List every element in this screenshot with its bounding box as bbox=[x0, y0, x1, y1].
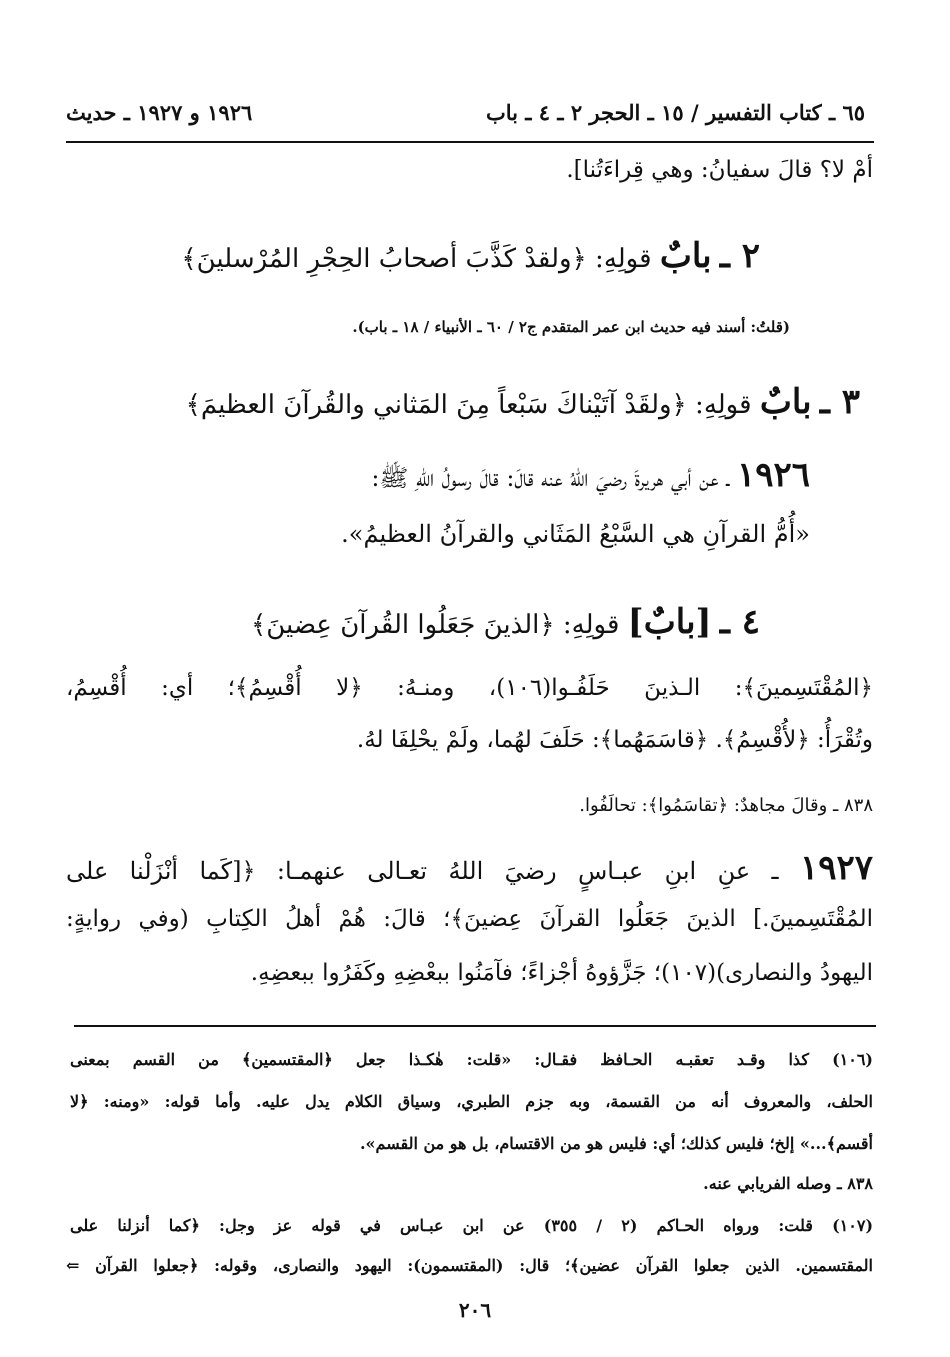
hadith-1927-text: ـ عنِ ابنِ عبـاسٍ رضيَ اللهُ تعـالى عنهمـا: ﴿[كَما أنْزَلْنا على bbox=[66, 857, 779, 885]
page-number: ٢٠٦ bbox=[458, 1298, 492, 1322]
footnote-107-line1: (١٠٧) قلت: ورواه الحـاكم (٢ / ٣٥٥) عن ابن عبـاس في قوله عز وجل: ﴿كما أنزلنا على bbox=[70, 1216, 874, 1235]
footnote-106-line1: (١٠٦) كذا وقـد تعقبـه الحـافظ فقـال: «قلت: هٰكـذا جعل ﴿المقتسمين﴾ من القسم بمعنى bbox=[70, 1050, 873, 1069]
bab-4-word: [بابٌ] bbox=[627, 602, 712, 642]
bab-2-number: ٢ ـ bbox=[719, 236, 760, 276]
bab-2-text: قولِهِ: ﴿ولقدْ كَذَّبَ أصحابُ الحِجْرِ المُرْسلينَ﴾ bbox=[181, 244, 652, 274]
hadith-1927-number: ١٩٢٧ bbox=[799, 848, 873, 888]
bab-3-word: بابٌ bbox=[759, 382, 812, 422]
bab-3-number: ٣ ـ bbox=[819, 382, 860, 422]
hadith-1926-text: ـ عن أبي هريرةَ رضيَ اللهُ عنه قالَ: قالَ رسولُ اللهِ ﷺ: bbox=[371, 464, 730, 492]
hadith-1927-line3: اليهودُ والنصارى)(١٠٧)؛ جَزَّؤوهُ أجْزاءً؛ فآمَنُوا ببعْضِهِ وكَفَرُوا ببعضِهِ. bbox=[250, 960, 873, 986]
footnote-107-line2: المقتسمين. الذين جعلوا القرآن عضين﴾؛ قال: (المقتسمون): اليهود والنصارى، وقوله: ﴿جعلوا القرآن ⇐ bbox=[66, 1256, 873, 1275]
footnote-106-line3: أقسم﴾...» إلخ؛ فليس كذلك؛ أي: فليس هو من الاقتسام، بل هو من القسم». bbox=[359, 1134, 873, 1153]
muqtasimin-line2: وتُقْرَأُ: ﴿لأُقْسِمُ﴾. ﴿قاسَمَهُما﴾: حَلَفَ لهُما، ولَمْ يحْلِفَا لهُ. bbox=[356, 727, 873, 753]
header-rule bbox=[66, 141, 874, 143]
bab-4-text: قولِهِ: ﴿الذينَ جَعَلُوا القُرآنَ عِضينَ﴾ bbox=[251, 610, 620, 640]
footnote-rule bbox=[74, 1025, 876, 1027]
continuation-line: أمْ لا؟ قالَ سفيانُ: وهي قِراءَتُنا]. bbox=[566, 157, 873, 183]
qultu-note: (قلتُ: أسند فيه حديث ابن عمر المتقدم ج٢ / ٦٠ ـ الأنبياء / ١٨ ـ باب). bbox=[352, 318, 790, 336]
footnote-838: ٨٣٨ ـ وصله الفريابي عنه. bbox=[703, 1174, 873, 1193]
running-header-right: ٦٥ ـ كتاب التفسير / ١٥ ـ الحجر ٢ ـ ٤ ـ باب bbox=[485, 100, 865, 125]
hadith-1927-line2: المُقْتَسِمينَ.] الذينَ جَعَلُوا القرآنَ عِضينَ﴾؛ قالَ: هُمْ أهلُ الكِتابِ (وفي روايةٍ: bbox=[66, 906, 873, 932]
hadith-1927-line1 bbox=[66, 848, 873, 888]
hadith-1926-line2: «أُمُّ القرآنِ هي السَّبْعُ المَثَاني والقرآنُ العظيمُ». bbox=[341, 520, 810, 548]
hadith-1926-number: ١٩٢٦ bbox=[736, 455, 810, 495]
bab-2-heading bbox=[181, 236, 760, 276]
bab-2-word: بابٌ bbox=[659, 236, 712, 276]
hadith-1926-line1 bbox=[371, 455, 810, 498]
athar-838: ٨٣٨ ـ وقالَ مجاهدٌ: ﴿تقاسَمُوا﴾: تحالَفُوا. bbox=[579, 795, 873, 816]
muqtasimin-line1: ﴿المُقْتَسِمينَ﴾: الـذينَ حَلَفُـوا(١٠٦)، ومنـهُ: ﴿لا أُقْسِمُ﴾؛ أي: أُقْسِمُ، bbox=[66, 675, 873, 701]
bab-3-text: قولِهِ: ﴿ولقَدْ آتَيْناكَ سَبْعاً مِنَ المَثاني والقُرآنَ العظيمَ﴾ bbox=[185, 390, 752, 420]
running-header-left: ١٩٢٦ و ١٩٢٧ ـ حديث bbox=[66, 100, 253, 125]
footnote-106-line2: الحلف، والمعروف أنه من القسمة، وبه جزم الطبري، وسياق الكلام يدل عليه. وأما قوله: «ومنه: ﴿لا bbox=[70, 1092, 873, 1111]
bab-4-number: ٤ ـ bbox=[719, 602, 760, 642]
bab-3-heading bbox=[186, 382, 860, 422]
bab-4-heading bbox=[251, 602, 760, 642]
